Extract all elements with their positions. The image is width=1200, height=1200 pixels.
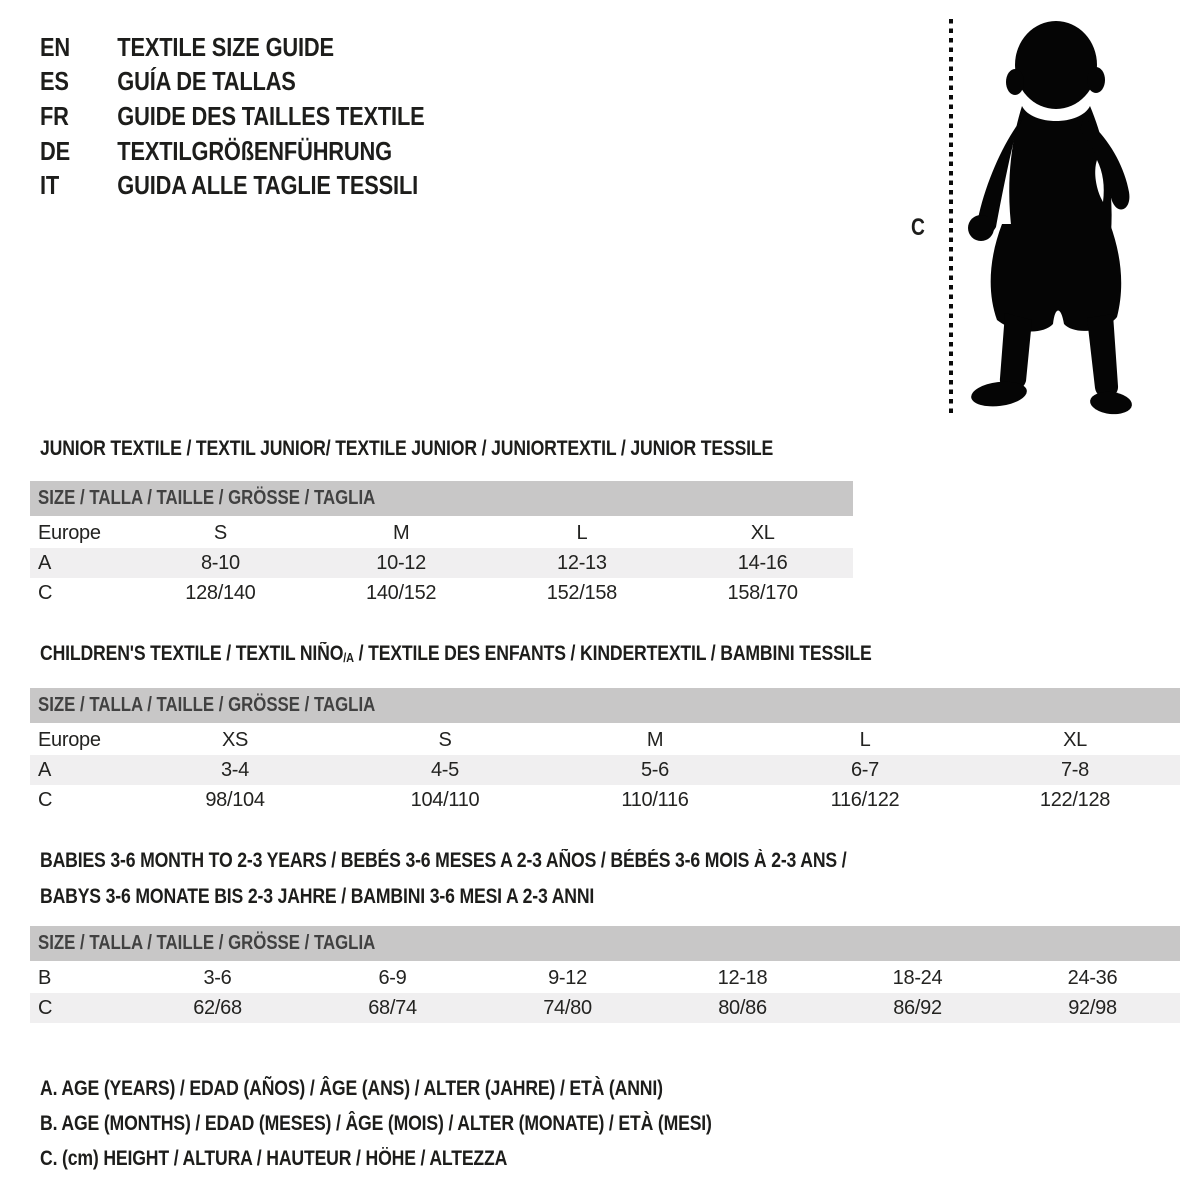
guide-title: TEXTILE SIZE GUIDE — [117, 31, 334, 62]
size-cell: XL — [750, 521, 775, 544]
age-cell: 6-7 — [850, 758, 879, 781]
table-row-height-cm — [30, 785, 1180, 815]
size-table-junior — [30, 481, 853, 608]
table-row-europe — [30, 518, 853, 548]
size-header-bar — [30, 481, 853, 516]
size-header-label: SIZE / TALLA / TAILLE / GRÖSSE / TAGLIA — [38, 932, 376, 954]
section-title-babies-line1 — [40, 849, 1000, 873]
table-row-europe — [30, 725, 1180, 755]
age-cell: 6-9 — [378, 966, 407, 989]
children-title-pre: CHILDREN'S TEXTILE / TEXTIL NIÑO — [40, 642, 344, 665]
toddler-silhouette-icon — [960, 18, 1140, 418]
section-title-children — [40, 642, 1030, 666]
height-measure-label: C — [911, 214, 925, 241]
height-cell: 122/128 — [1039, 788, 1111, 811]
guide-title: GUIDE DES TAILLES TEXTILE — [117, 100, 425, 131]
height-cell: 92/98 — [1068, 996, 1117, 1019]
legend-block — [40, 1071, 840, 1176]
size-header-label: SIZE / TALLA / TAILLE / GRÖSSE / TAGLIA — [38, 487, 376, 509]
height-measure-dashed-line — [949, 19, 953, 415]
guide-title: TEXTILGRÖßENFÜHRUNG — [117, 135, 392, 166]
size-cell: S — [213, 521, 227, 544]
size-cell: XS — [221, 728, 249, 751]
row-label: C — [38, 996, 53, 1019]
language-code: IT — [40, 170, 60, 201]
language-code: ES — [40, 66, 69, 97]
size-header-label: SIZE / TALLA / TAILLE / GRÖSSE / TAGLIA — [38, 694, 376, 716]
section-title-babies-line2 — [40, 885, 700, 909]
section-title-junior — [40, 437, 913, 461]
language-title-list — [40, 30, 498, 203]
size-table-babies — [30, 926, 1180, 1023]
table-row-age-years — [30, 548, 853, 578]
age-cell: 8-10 — [200, 551, 240, 574]
language-row-fr — [40, 99, 425, 134]
guide-title: GUIDA ALLE TAGLIE TESSILI — [117, 170, 419, 201]
height-cell: 140/152 — [366, 581, 437, 604]
height-cell: 62/68 — [193, 996, 242, 1019]
age-cell: 5-6 — [640, 758, 669, 781]
section-title-babies-text2: BABYS 3-6 MONATE BIS 2-3 JAHRE / BAMBINI 3-6 MESI A 2-3 ANNI — [40, 885, 595, 908]
table-row-age-months — [30, 963, 1180, 993]
row-label: B — [38, 966, 52, 989]
size-cell: M — [646, 728, 664, 751]
legend-line-b — [40, 1106, 840, 1141]
height-cell: 158/170 — [727, 581, 798, 604]
language-code: EN — [40, 31, 71, 62]
table-row-height-cm — [30, 578, 853, 608]
size-cell: M — [392, 521, 410, 544]
row-label: C — [38, 581, 53, 604]
height-cell: 110/116 — [621, 788, 689, 811]
size-cell: XL — [1063, 728, 1087, 751]
height-cell: 104/110 — [410, 788, 480, 811]
age-cell: 18-24 — [892, 966, 943, 989]
height-cell: 98/104 — [205, 788, 265, 811]
height-cell: 116/122 — [830, 788, 900, 811]
legend-line-c — [40, 1141, 840, 1176]
age-cell: 4-5 — [430, 758, 459, 781]
size-header-bar — [30, 926, 1180, 961]
language-code: DE — [40, 135, 71, 166]
row-label: C — [38, 788, 53, 811]
age-cell: 3-6 — [203, 966, 232, 989]
language-row-it — [40, 168, 425, 203]
height-cell: 68/74 — [368, 996, 417, 1019]
age-cell: 24-36 — [1067, 966, 1118, 989]
size-cell: S — [438, 728, 452, 751]
height-cell: 74/80 — [543, 996, 592, 1019]
section-title-junior-text: JUNIOR TEXTILE / TEXTIL JUNIOR/ TEXTILE JUNIOR / JUNIORTEXTIL / JUNIOR TESSILE — [40, 437, 774, 460]
age-cell: 12-13 — [557, 551, 607, 574]
legend-text-b: B. AGE (MONTHS) / EDAD (MESES) / ÂGE (MOIS) / ALTER (MONATE) / ETÀ (MESI) — [40, 1111, 712, 1135]
section-title-babies-text1: BABIES 3-6 MONTH TO 2-3 YEARS / BEBÉS 3-6 MESES A 2-3 AÑOS / BÉBÉS 3-6 MOIS À 2-3 ANS / — [40, 849, 847, 872]
children-title-sub: /A — [343, 650, 354, 665]
age-cell: 10-12 — [376, 551, 426, 574]
row-label: A — [38, 758, 52, 781]
section-title-children-text — [40, 642, 872, 666]
legend-text-c: C. (cm) HEIGHT / ALTURA / HAUTEUR / HÖHE / ALTEZZA — [40, 1146, 508, 1170]
size-table-children — [30, 688, 1180, 815]
children-title-post: / TEXTILE DES ENFANTS / KINDERTEXTIL / BAMBINI TESSILE — [353, 642, 872, 665]
language-row-en — [40, 30, 425, 65]
guide-title: GUÍA DE TALLAS — [117, 66, 296, 97]
size-cell: L — [576, 521, 588, 544]
language-row-es — [40, 65, 425, 100]
row-label: Europe — [38, 728, 101, 751]
age-cell: 9-12 — [548, 966, 587, 989]
size-cell: L — [859, 728, 871, 751]
language-code: FR — [40, 100, 69, 131]
row-label: A — [38, 551, 52, 574]
table-row-height-cm — [30, 993, 1180, 1023]
height-cell: 152/158 — [546, 581, 617, 604]
height-cell: 128/140 — [185, 581, 256, 604]
height-cell: 80/86 — [718, 996, 767, 1019]
language-row-de — [40, 134, 425, 169]
age-cell: 12-18 — [717, 966, 768, 989]
height-cell: 86/92 — [893, 996, 942, 1019]
age-cell: 7-8 — [1060, 758, 1089, 781]
age-cell: 14-16 — [737, 551, 788, 574]
row-label: Europe — [38, 521, 101, 544]
size-header-bar — [30, 688, 1180, 723]
table-row-age-years — [30, 755, 1180, 785]
legend-line-a — [40, 1071, 840, 1106]
age-cell: 3-4 — [220, 758, 249, 781]
legend-text-a: A. AGE (YEARS) / EDAD (AÑOS) / ÂGE (ANS) / ALTER (JAHRE) / ETÀ (ANNI) — [40, 1076, 663, 1100]
